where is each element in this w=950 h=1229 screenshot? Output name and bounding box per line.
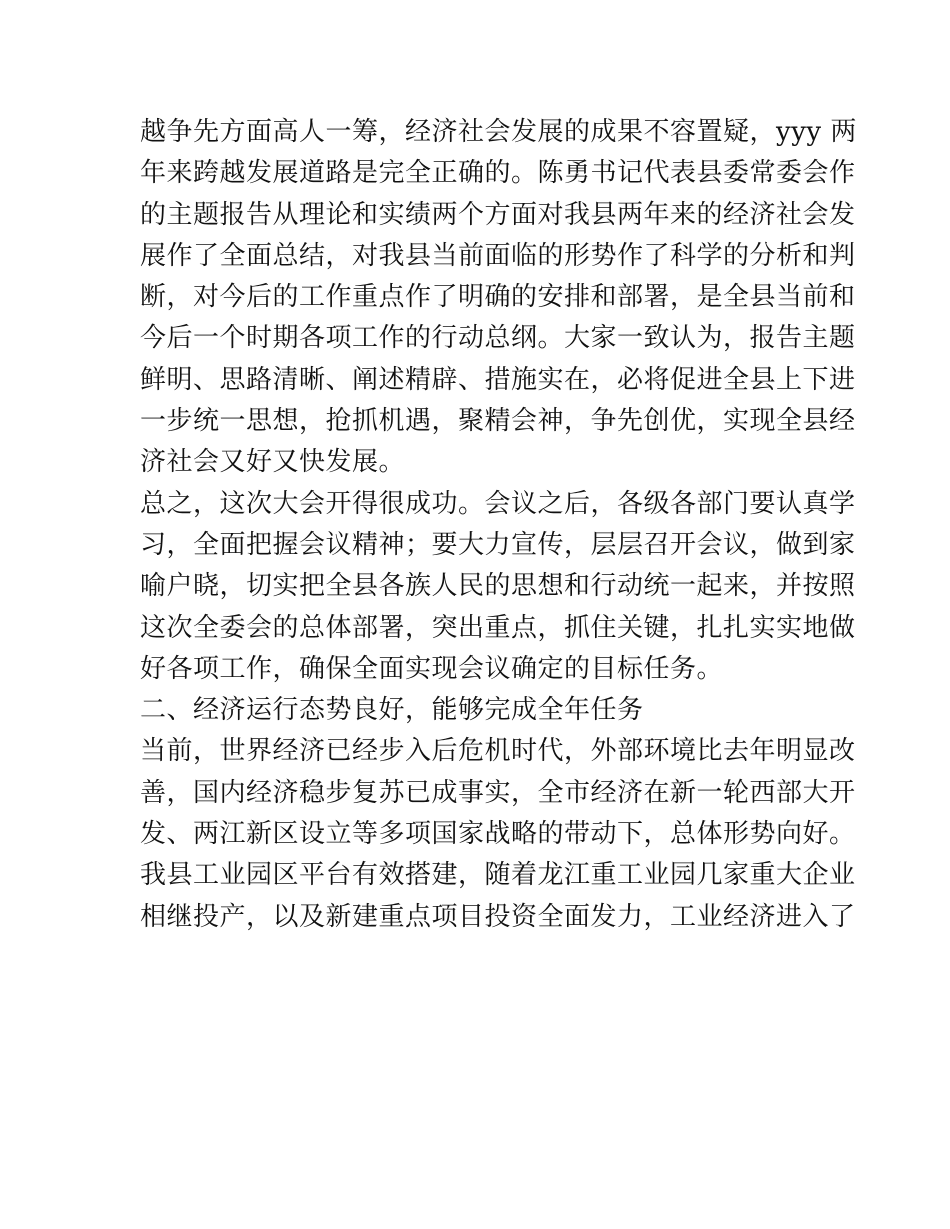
text-line: 展作了全面总结，对我县当前面临的形势作了科学的分析和判	[140, 240, 856, 271]
text-line: 总之，这次大会开得很成功。会议之后，各级各部门要认真学	[140, 488, 856, 519]
text-line: 当前，世界经济已经步入后危机时代，外部环境比去年明显改	[140, 736, 856, 767]
text-line: 今后一个时期各项工作的行动总纲。大家一致认为，报告主题	[140, 323, 856, 354]
text-line: 发、两江新区设立等多项国家战略的带动下，总体形势向好。	[140, 819, 856, 850]
text-line: 这次全委会的总体部署，突出重点，抓住关键，扎扎实实地做	[140, 612, 856, 643]
text-line: 的主题报告从理论和实绩两个方面对我县两年来的经济社会发	[140, 199, 856, 230]
text-line: 越争先方面高人一筹，经济社会发展的成果不容置疑，yyy 两	[140, 117, 857, 147]
text-line: 一步统一思想，抢抓机遇，聚精会神，争先创优，实现全县经	[140, 406, 856, 437]
text-line: 习，全面把握会议精神；要大力宣传，层层召开会议，做到家	[140, 529, 856, 560]
text-line: 我县工业园区平台有效搭建，随着龙江重工业园几家重大企业	[140, 860, 856, 891]
text-line: 年来跨越发展道路是完全正确的。陈勇书记代表县委常委会作	[140, 158, 856, 189]
text-line: 济社会又好又快发展。	[140, 447, 406, 478]
text-line: 相继投产，以及新建重点项目投资全面发力，工业经济进入了	[140, 901, 856, 932]
section-heading: 二、经济运行态势良好，能够完成全年任务	[140, 695, 644, 726]
text-line: 好各项工作，确保全面实现会议确定的目标任务。	[140, 653, 724, 684]
document-body	[140, 112, 857, 938]
text-line: 善，国内经济稳步复苏已成事实，全市经济在新一轮西部大开	[140, 777, 856, 808]
text-line: 断，对今后的工作重点作了明确的安排和部署，是全县当前和	[140, 282, 856, 313]
text-line: 鲜明、思路清晰、阐述精辟、措施实在，必将促进全县上下进	[140, 364, 856, 395]
text-line: 喻户晓，切实把全县各族人民的思想和行动统一起来，并按照	[140, 571, 856, 602]
